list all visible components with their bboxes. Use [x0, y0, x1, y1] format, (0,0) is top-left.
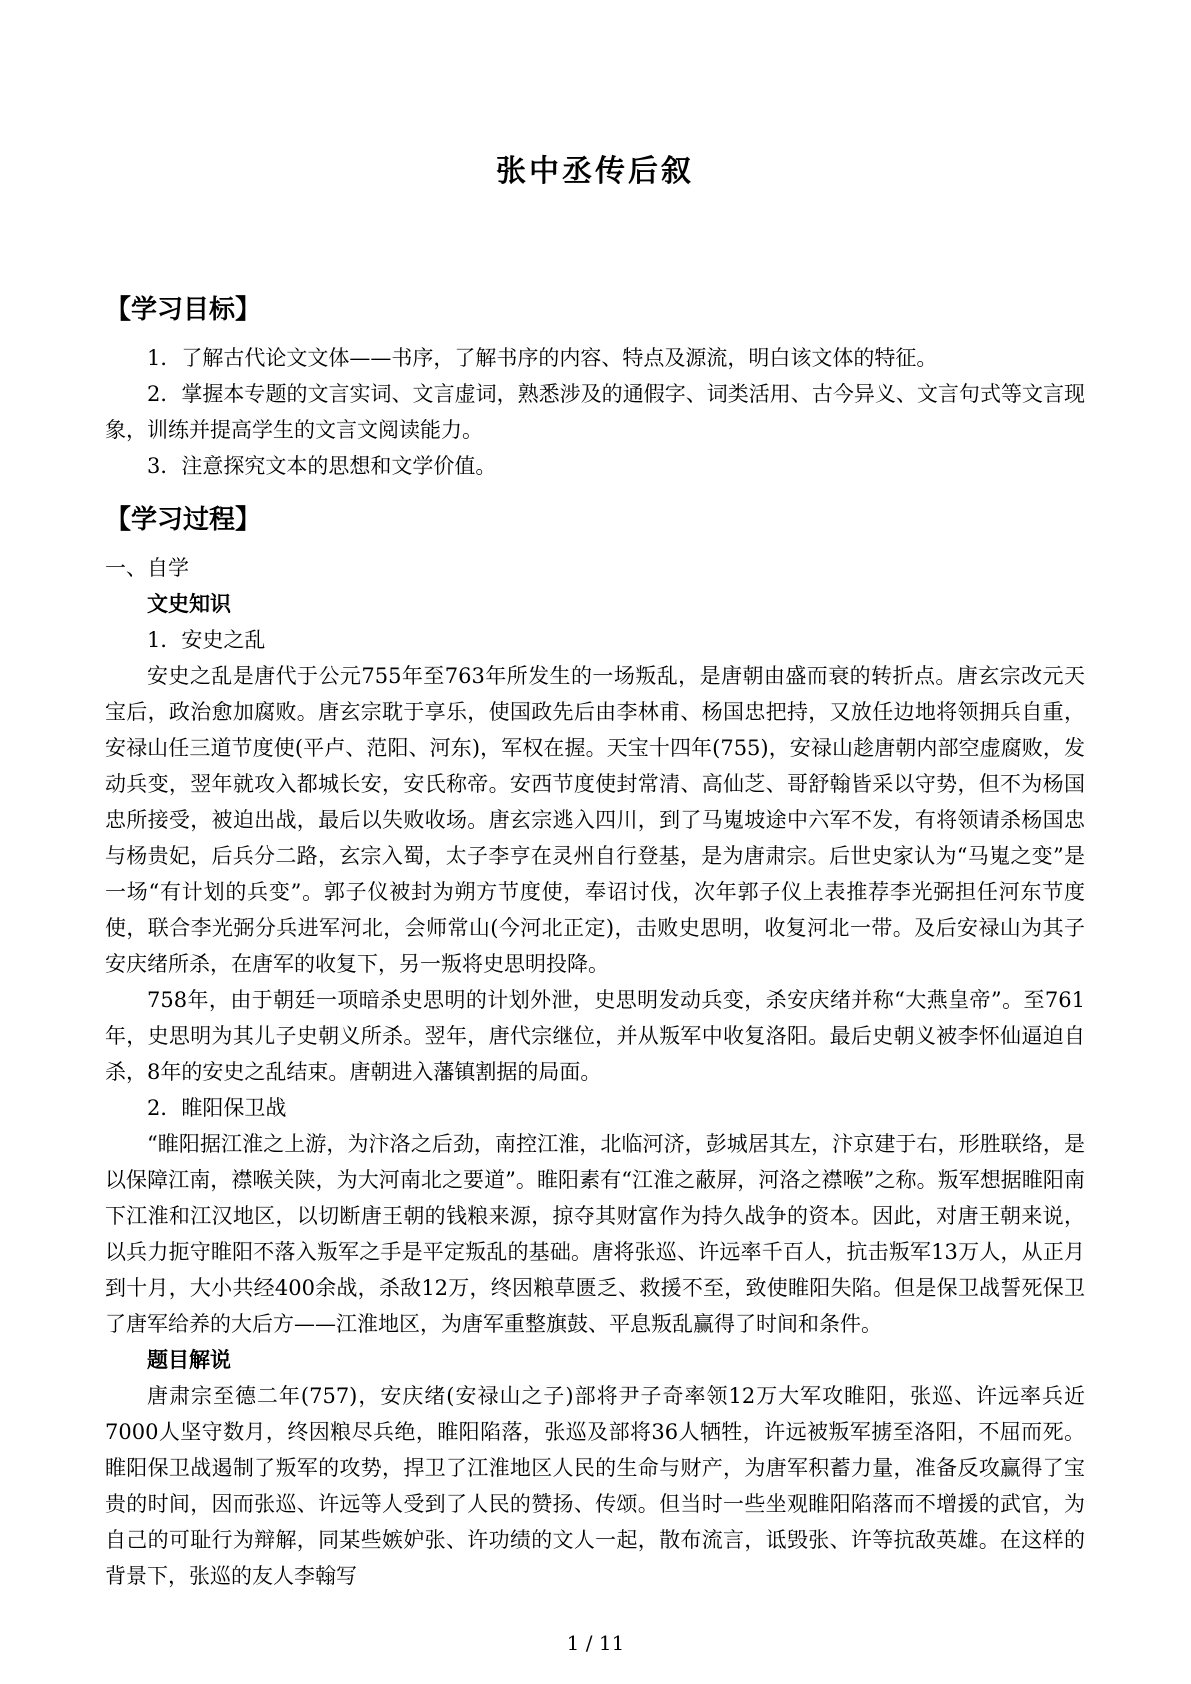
anshi-rebellion-heading: 1．安史之乱 — [147, 628, 266, 652]
goal-item-2: 2．掌握本专题的文言实词、文言虚词，熟悉涉及的通假字、词类活用、古今异义、文言句式等文言现象，训练并提高学生的文言文阅读能力。 — [105, 382, 1085, 442]
page-number: 1 / 11 — [566, 1631, 625, 1655]
suiyang-battle-paragraph: “睢阳据江淮之上游，为汴洛之后劲，南控江淮，北临河济，彭城居其左，汴京建于右，形胜联络，是以保障江南，襟喉关陕，为大河南北之要道”。睢阳素有“江淮之蔽屏，河洛之襟喉”之称。叛军想据睢阳南下江淮和江汉地区，以切断唐王朝的钱粮来源，掠夺其财富作为持久战争的资本。因此，对唐王朝来说，以兵力扼守睢阳不落入叛军之手是平定叛乱的基础。唐将张巡、许远率千百人，抗击叛军13万人，从正月到十月，大小共经400余战，杀敌12万，终因粮草匮乏、救援不至，致使睢阳失陷。但是保卫战誓死保卫了唐军给养的大后方——江淮地区，为唐军重整旗鼓、平息叛乱赢得了时间和条件。 — [105, 1132, 1085, 1336]
self-study-label: 一、自学 — [105, 556, 189, 580]
anshi-rebellion-paragraph-1: 安史之乱是唐代于公元755年至763年所发生的一场叛乱，是唐朝由盛而衰的转折点。唐玄宗改元天宝后，政治愈加腐败。唐玄宗耽于享乐，使国政先后由李林甫、杨国忠把持，又放任边地将领拥兵自重，安禄山任三道节度使(平卢、范阳、河东)，军权在握。天宝十四年(755)，安禄山趁唐朝内部空虚腐败，发动兵变，翌年就攻入都城长安，安氏称帝。安西节度使封常清、高仙芝、哥舒翰皆采以守势，但不为杨国忠所接受，被迫出战，最后以失败收场。唐玄宗逃入四川，到了马嵬坡途中六军不发，有将领请杀杨国忠与杨贵妃，后兵分二路，玄宗入蜀，太子李亨在灵州自行登基，是为唐肃宗。后世史家认为“马嵬之变”是一场“有计划的兵变”。郭子仪被封为朔方节度使，奉诏讨伐，次年郭子仪上表推荐李光弼担任河东节度使，联合李光弼分兵进军河北，会师常山(今河北正定)，击败史思明，收复河北一带。及后安禄山为其子安庆绪所杀，在唐军的收复下，另一叛将史思明投降。 — [105, 664, 1085, 976]
heading-learning-process: 【学习过程】 — [105, 505, 262, 535]
suiyang-battle-heading: 2．睢阳保卫战 — [147, 1096, 287, 1120]
document-title: 张中丞传后叙 — [496, 154, 694, 189]
heading-learning-goals: 【学习目标】 — [105, 295, 262, 325]
title-explanation-label: 题目解说 — [147, 1347, 231, 1372]
lit-history-label: 文史知识 — [147, 591, 231, 616]
goal-item-1: 1．了解古代论文文体——书序，了解书序的内容、特点及源流，明白该文体的特征。 — [147, 346, 938, 370]
goal-item-3: 3．注意探究文本的思想和文学价值。 — [147, 454, 497, 478]
anshi-rebellion-paragraph-2: 758年，由于朝廷一项暗杀史思明的计划外泄，史思明发动兵变，杀安庆绪并称“大燕皇帝”。至761年，史思明为其儿子史朝义所杀。翌年，唐代宗继位，并从叛军中收复洛阳。最后史朝义被李怀仙逼迫自杀，8年的安史之乱结束。唐朝进入藩镇割据的局面。 — [105, 988, 1085, 1084]
title-explanation-paragraph: 唐肃宗至德二年(757)，安庆绪(安禄山之子)部将尹子奇率领12万大军攻睢阳，张巡、许远率兵近7000人坚守数月，终因粮尽兵绝，睢阳陷落，张巡及部将36人牺牲，许远被叛军掳至洛阳，不屈而死。睢阳保卫战遏制了叛军的攻势，捍卫了江淮地区人民的生命与财产，为唐军积蓄力量，准备反攻赢得了宝贵的时间，因而张巡、许远等人受到了人民的赞扬、传颂。但当时一些坐观睢阳陷落而不增援的武官，为自己的可耻行为辩解，同某些嫉妒张、许功绩的文人一起，散布流言，诋毁张、许等抗敌英雄。在这样的背景下，张巡的友人李翰写 — [105, 1384, 1085, 1588]
